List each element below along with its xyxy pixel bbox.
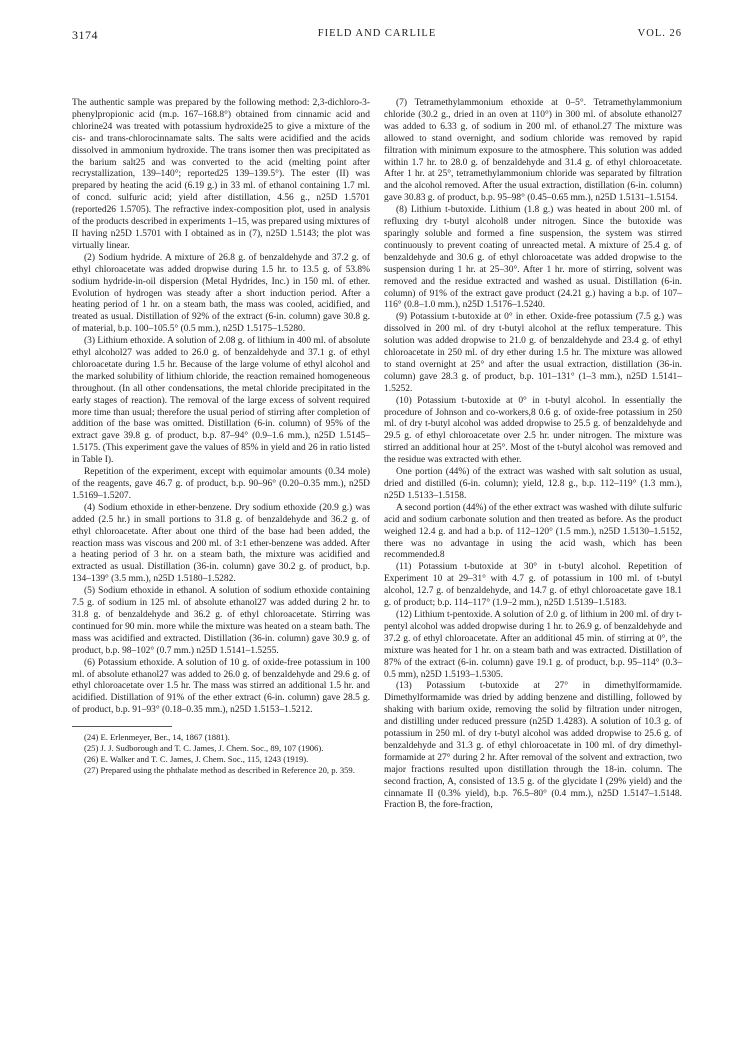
footnote: (27) Prepared using the phthalate method as described in Reference 20, p. 359. xyxy=(84,765,355,776)
page-number: 3174 xyxy=(72,28,98,42)
footnote-divider xyxy=(72,726,172,727)
left-column xyxy=(72,98,370,776)
volume-label: VOL. 26 xyxy=(637,28,682,39)
body-paragraph: (8) Lithium t-butoxide. Lithium (1.8 g.) was heated in about 200 ml. of refluxing dry t-butyl alcohol8 under nitrogen. Since the butoxide was sparingly soluble and formed a fine suspension, the system was stirred continuously to prevent coating of unreacted metal. A mixture of 25.4 g. of benzaldehyde and 30.6 g. of ethyl chloroacetate was added dropwise to the suspension during 1 hr. at 25–30°. After 1 hr. more of stirring, solvent was removed and the residue extracted and washed as usual. Distillation (6-in. column) of 91% of the extract gave product (24.21 g.) having a b.p. of 107–116° (0.8–1.0 mm.), n25D 1.5176–1.5240. xyxy=(384,205,682,311)
footnote: (26) E. Walker and T. C. James, J. Chem. Soc., 115, 1243 (1919). xyxy=(84,754,309,765)
body-paragraph: (3) Lithium ethoxide. A solution of 2.08 g. of lithium in 400 ml. of absolute ethyl alcohol27 was added to 26.0 g. of benzaldehyde and 37.1 g. of ethyl chloroacetate during 1.5 hr. Because of the large volume of ethyl alcohol and the marked solubility of lithium chloride, the reaction remained homogeneous throughout. (In all other condensations, the metal chloride precipitated in the early stages of reaction). The removal of the large excess of solvent required more time than usual; therefore the usual period of stirring after completion of addition of the base was omitted. Distillation (6-in. column) of 95% of the extract gave 39.8 g. of product, b.p. 87–94° (0.9–1.6 mm.), n25D 1.5145–1.5175. (This experiment gave the values of 85% in yield and 26 in ratio listed in Table I). xyxy=(72,336,370,466)
body-paragraph: One portion (44%) of the extract was washed with salt solution as usual, dried and distilled (6-in. column); yield, 12.8 g., b.p. 112–119° (1.3 mm.), n25D 1.5133–1.5158. xyxy=(384,467,682,501)
body-paragraph: (12) Lithium t-pentoxide. A solution of 2.0 g. of lithium in 200 ml. of dry t-pentyl alcohol was added dropwise during 1 hr. to 26.9 g. of benzaldehyde and 37.2 g. of ethyl chloroacetate. After an additional 45 min. of stirring at 0°, the mixture was heated for 1 hr. on a steam bath and was extracted. Distillation of 87% of the extract (6-in. column) gave 19.1 g. of product, b.p. 95–114° (0.3–0.5 mm), n25D 1.5193–1.5305. xyxy=(384,609,682,680)
body-paragraph: (2) Sodium hydride. A mixture of 26.8 g. of benzaldehyde and 37.2 g. of ethyl chloroacetate was added dropwise during 1.5 hr. to 13.5 g. of 53.8% sodium hydride-in-oil dispersion (Metal Hydrides, Inc.) in 150 ml. of ether. Evolution of hydrogen was steady after a short induction period. After a heating period of 1 hr. on a steam bath, the mass was cooled, acidified, and treated as usual. Distillation of 92% of the extract (6-in. column) gave 30.8 g. of material, b.p. 100–105.5° (0.5 mm.), n25D 1.5175–1.5280. xyxy=(72,252,370,335)
right-column xyxy=(384,98,682,812)
body-paragraph: (10) Potassium t-butoxide at 0° in t-butyl alcohol. In essentially the procedure of Johnson and co-workers,8 0.6 g. of oxide-free potassium in 250 ml. of dry t-butyl alcohol was added dropwise to 25.5 g. of benzaldehyde and 29.5 g. of ethyl chloroacetate over 2.5 hr. under nitrogen. The mixture was stirred an additional hour at 25°. Most of the t-butyl alcohol was removed and the residue was extracted with ether. xyxy=(384,395,682,466)
body-paragraph: (6) Potassium ethoxide. A solution of 10 g. of oxide-free potassium in 100 ml. of absolute ethanol27 was added to 26.0 g. of benzaldehyde and 29.6 g. of ethyl chloroacetate over 1.5 hr. The mass was stirred an additional 1.5 hr. and acidified. Distillation of 91% of the ether extract (6-in. column) gave 28.5 g. of product, b.p. 91–93° (0.18–0.35 mm.), n25D 1.5153–1.5212. xyxy=(72,657,370,716)
body-paragraph: (5) Sodium ethoxide in ethanol. A solution of sodium ethoxide containing 7.5 g. of sodium in 125 ml. of absolute ethanol27 was added during 2 hr. to 31.8 g. of benzaldehyde and 36.2 g. of ethyl chloroacetate. Stirring was continued for 90 min. more while the mixture was heated on a steam bath. The mass was acidified and extracted. Distillation (36-in. column) gave 30.9 g. of product, b.p. 98–102° (0.7 mm.) n25D 1.5141–1.5255. xyxy=(72,586,370,656)
body-paragraph: The authentic sample was prepared by the following method: 2,3-dichloro-3-phenylpropionic acid (m.p. 167–168.8°) obtained from cinnamic acid and chlorine24 was treated with potassium hydroxide25 to give a mixture of the cis- and trans-chlorocinnamate salts. The salts were acidified and the acids dissolved in ammonium hydroxide. The trans isomer then was precipitated as the barium salt25 and was converted to the acid (melting point after recrystallization, 139–140°; reported25 139–139.5°). The ester (II) was prepared by heating the acid (6.19 g.) in 33 ml. of ethanol containing 1.7 ml. of concd. sulfuric acid; yield after distillation, 4.56 g., n25D 1.5701 (reported26 1.5705). The refractive index-composition plot, used in analysis of the products described in experiments 1–15, was prepared using mixtures of II having n25D 1.5701 with I obtained as in (7), n25D 1.5143; the plot was virtually linear. xyxy=(72,98,370,251)
body-paragraph: (7) Tetramethylammonium ethoxide at 0–5°. Tetramethylammonium chloride (30.2 g., dried in an oven at 110°) in 300 ml. of absolute ethanol27 was added to 6.33 g. of sodium in 200 ml. of ethanol.27 The mixture was allowed to stand overnight, and sodium chloride was removed by rapid filtration with minimum exposure to the atmosphere. This solution was added within 1.7 hr. to 28.0 g. of benzaldehyde and 31.4 g. of ethyl chloroacetate. After 1 hr. at 25°, tetramethylammonium chloride was separated by filtration and the alcohol removed. After the usual extraction, distillation (6-in. column) gave 30.83 g. of product, b.p. 95–98° (0.45–0.65 mm.), n25D 1.5131–1.5154. xyxy=(384,98,682,204)
body-paragraph: Repetition of the experiment, except with equimolar amounts (0.34 mole) of the reagents, gave 46.7 g. of product, b.p. 90–96° (0.20–0.35 mm.), n25D 1.5169–1.5207. xyxy=(72,467,370,501)
footnote: (24) E. Erlenmeyer, Ber., 14, 1867 (1881). xyxy=(84,732,230,743)
body-paragraph: (13) Potassium t-butoxide at 27° in dimethylformamide. Dimethylformamide was dried by adding benzene and distilling, followed by shaking with barium oxide, removing the solid by filtration under nitrogen, and distilling under reduced pressure (n25D 1.4283). A solution of 10.3 g. of potassium in 250 ml. of dry t-butyl alcohol was added dropwise to 25.6 g. of benzaldehyde and 31.3 g. of ethyl chloroacetate in 100 ml. of dry dimethyl-formamide at 27° during 2 hr. After removal of the solvent and extraction, two major fractions resulted upon distillation through the 18-in. column. The second fraction, A, consisted of 13.5 g. of the glycidate I (29% yield) and the cinnamate II (0.3% yield), b.p. 76.5–80° (0.4 mm.), n25D 1.5147–1.5148. Fraction B, the fore-fraction, xyxy=(384,681,682,811)
body-paragraph: (11) Potassium t-butoxide at 30° in t-butyl alcohol. Repetition of Experiment 10 at 29–31° with 4.7 g. of potassium in 100 ml. of t-butyl alcohol, 12.7 g. of benzaldehyde, and 14.7 g. of ethyl chloroacetate gave 18.1 g. of product; b.p. 114–117° (1.9–2 mm.), n25D 1.5139–1.5183. xyxy=(384,562,682,609)
footnote: (25) J. J. Sudborough and T. C. James, J. Chem. Soc., 89, 107 (1906). xyxy=(84,743,324,754)
running-header xyxy=(72,28,682,44)
body-paragraph: (9) Potassium t-butoxide at 0° in ether. Oxide-free potassium (7.5 g.) was dissolved in 200 ml. of dry t-butyl alcohol at the reflux temperature. This solution was added dropwise to 21.0 g. of benzaldehyde and 23.4 g. of ethyl chloroacetate in 250 ml. of dry ether during 1.5 hr. The mixture was allowed to stand overnight at 25° and after the usual extraction, distillation (36-in. column) gave 28.3 g. of product, b.p. 101–131° (1–3 mm.), n25D 1.5141–1.5252. xyxy=(384,312,682,394)
running-title: FIELD AND CARLILE xyxy=(317,28,437,39)
body-paragraph: A second portion (44%) of the ether extract was washed with dilute sulfuric acid and sodium carbonate solution and then treated as before. As the product weighed 12.4 g. and had a b.p. of 112–120° (1.5 mm.), n25D 1.5130–1.5152, there was no advantage in using the acid wash, which has been recommended.8 xyxy=(384,502,682,561)
body-paragraph: (4) Sodium ethoxide in ether-benzene. Dry sodium ethoxide (20.9 g.) was added (2.5 hr.) in small portions to 31.8 g. of benzaldehyde and 36.2 g. of ethyl chloroacetate. After about one third of the base had been added, the reaction mass was viscous and 200 ml. of 3:1 ether-benzene was added. After a heating period of 3 hr. on a steam bath, the mixture was acidified and extracted as usual. Distillation (36-in. column) gave 30.2 g. of product, b.p. 134–139° (3.5 mm.), n25D 1.5180–1.5282. xyxy=(72,502,370,585)
